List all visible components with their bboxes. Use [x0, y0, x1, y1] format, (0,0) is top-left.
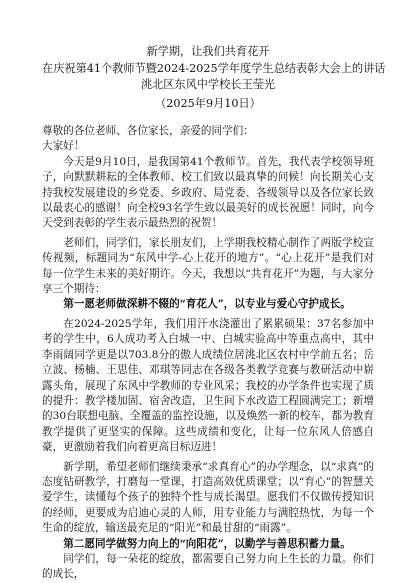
section-heading: 第二愿同学做努力向上的“向阳花”，以勤学与善思积蓄力量。 — [63, 537, 351, 550]
document-header — [42, 0, 386, 112]
paragraph: 新学期，希望老师们继续秉承“求真育心”的办学理念，以“求真”的态度钻研教学，打磨每一堂课，打造高效优质课堂；以“育心”的智慧关爱学生，读懂每个孩子的独特个性与成长渴望。愿我们不仅做传授知识的经师，更要成为启迪心灵的人师，用专业能力与满腔热忱，为每一个生命的绽放，输送最充足的“阳光”和最甘甜的“雨露”。 — [42, 460, 374, 535]
speaker-line: 洮北区东风中学校长王莹光 — [140, 78, 276, 91]
document-body — [42, 124, 374, 583]
paragraph: 老师们，同学们，家长朋友们，上学期我校精心制作了两版学校宣传视频，标题同为“东风中学-心上花开的地方”。“心上花开”是我们对每一位学生未来的美好期许。今天，我想以“共育花开”为题，与大家分享三个期待： — [42, 236, 374, 296]
paragraph: 在2024-2025学年，我们用汗水浇灌出了累累硕果：37名参加中考的学生中，6人成功考入白城一中、白城实验高中等重点高中，其中李雨阔同学更是以703.8分的傲人成绩位居洮北区农村中学前五名；岳立波、杨楠、王思佳、邓琪等同志在各级各类教学竞赛与教研活动中崭露头角，展现了东风中学教师的专业风采；我校的办学条件也实现了质的提升：教学楼加固、宿舍改造，卫生间下水改造工程圆满完工；新增的30台联想电脑、全覆盖的监控设施，以及焕然一新的校车，都为教育教学提供了更坚实的保障。这些成绩和变化，让每一位东风人倍感自豪，更激励着我们向着更高目标迈进！ — [42, 317, 374, 454]
paragraph: 同学们，每一朵花的绽放，都需要自己努力向上生长的力量。你们的成长， — [42, 552, 374, 581]
section-heading: 第一愿老师做深耕不辍的“育花人”，以专业与爱心守护成长。 — [63, 298, 351, 311]
salutation: 尊敬的各位老师、各位家长，亲爱的同学们： — [42, 125, 254, 137]
document-subtitle: 在庆祝第41个教师节暨2024-2025学年度学生总结表彰大会上的讲话 — [42, 61, 386, 75]
speech-date: （2025年9月10日） — [155, 96, 261, 110]
document-title: 新学期，让我们共育花开 — [146, 45, 270, 58]
greeting: 大家好！ — [42, 140, 85, 153]
paragraph: 今天是9月10日，是我国第41个教师节。首先，我代表学校领导班子，向默默耕耘的全体教师、校工们致以最真挚的问候！向长期关心支持我校发展建设的乡党委、乡政府、局党委、各级领导以及各位家长致以最衷心的感谢！向全校93名学生致以最美好的成长祝愿！同时，向今天受到表彰的学生表示最热烈的祝贺！ — [42, 155, 374, 230]
